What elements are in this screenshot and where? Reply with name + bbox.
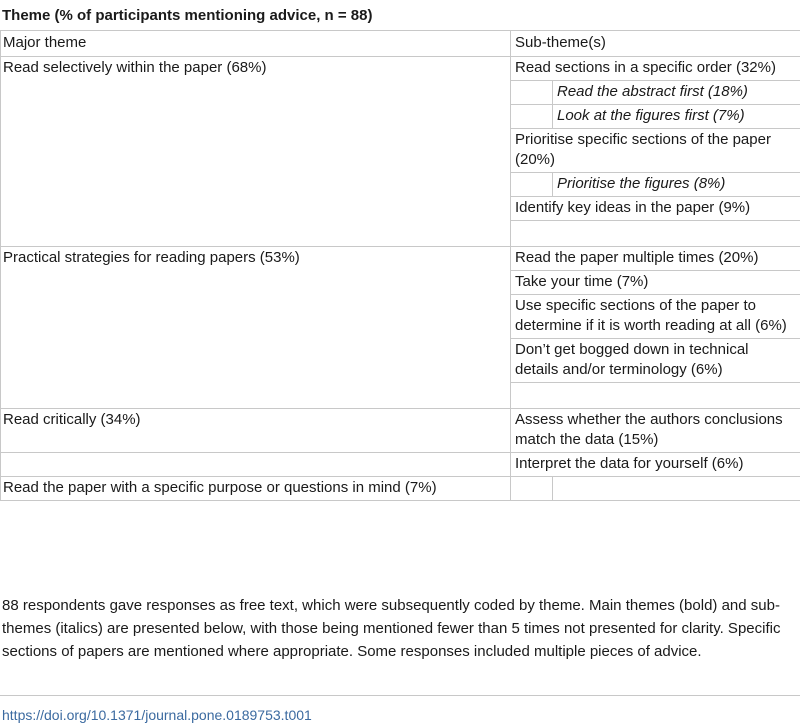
- indent-cell: [511, 173, 553, 197]
- header-major-theme: Major theme: [1, 31, 511, 57]
- table-row: [1, 453, 800, 477]
- sub-sub-theme-cell: Look at the figures first (7%): [553, 105, 800, 129]
- sub-sub-theme-cell: Read the abstract first (18%): [553, 81, 800, 105]
- empty-cell: [511, 383, 800, 409]
- sub-theme-cell: Identify key ideas in the paper (9%): [511, 197, 800, 221]
- sub-theme-cell: Prioritise specific sections of the paper (20%): [511, 129, 800, 173]
- sub-theme-cell: Read sections in a specific order (32%): [511, 57, 800, 81]
- table-footnote: 88 respondents gave responses as free text, which were subsequently coded by theme. Main themes (bold) and sub-themes (italics) are presented below, with those being mentioned fewer than 5 times not presented for clarity. Specific sections of papers are mentioned where appropriate. Some responses included multiple pieces of advice.: [2, 597, 781, 660]
- sub-theme-cell: Don’t get bogged down in technical details and/or terminology (6%): [511, 339, 800, 383]
- table-row: [1, 247, 800, 271]
- sub-theme-cell: Take your time (7%): [511, 271, 800, 295]
- table-title: Theme (% of participants mentioning advice, n = 88): [2, 7, 373, 24]
- table-row: [1, 409, 800, 453]
- doi-link[interactable]: https://doi.org/10.1371/journal.pone.0189753.t001: [2, 707, 312, 723]
- themes-table: [0, 30, 800, 501]
- empty-cell: [511, 477, 553, 501]
- indent-cell: [511, 81, 553, 105]
- header-sub-themes: Sub-theme(s): [511, 31, 800, 57]
- major-theme-read-selectively: Read selectively within the paper (68%): [1, 57, 511, 247]
- sub-theme-cell: Use specific sections of the paper to determine if it is worth reading at all (6%): [511, 295, 800, 339]
- table-row: [1, 57, 800, 81]
- sub-sub-theme-cell: Prioritise the figures (8%): [553, 173, 800, 197]
- empty-cell: [553, 477, 800, 501]
- empty-cell: [1, 453, 511, 477]
- sub-theme-cell: Assess whether the authors conclusions match the data (15%): [511, 409, 800, 453]
- indent-cell: [511, 105, 553, 129]
- sub-theme-cell: Interpret the data for yourself (6%): [511, 453, 800, 477]
- table-header-row: [1, 31, 800, 57]
- sub-theme-cell: Read the paper multiple times (20%): [511, 247, 800, 271]
- major-theme-practical-strategies: Practical strategies for reading papers (53%): [1, 247, 511, 409]
- empty-cell: [511, 221, 800, 247]
- table-row: [1, 477, 800, 501]
- footnote-rule: [0, 695, 800, 696]
- major-theme-read-critically: Read critically (34%): [1, 409, 511, 453]
- major-theme-specific-purpose: Read the paper with a specific purpose or questions in mind (7%): [1, 477, 511, 501]
